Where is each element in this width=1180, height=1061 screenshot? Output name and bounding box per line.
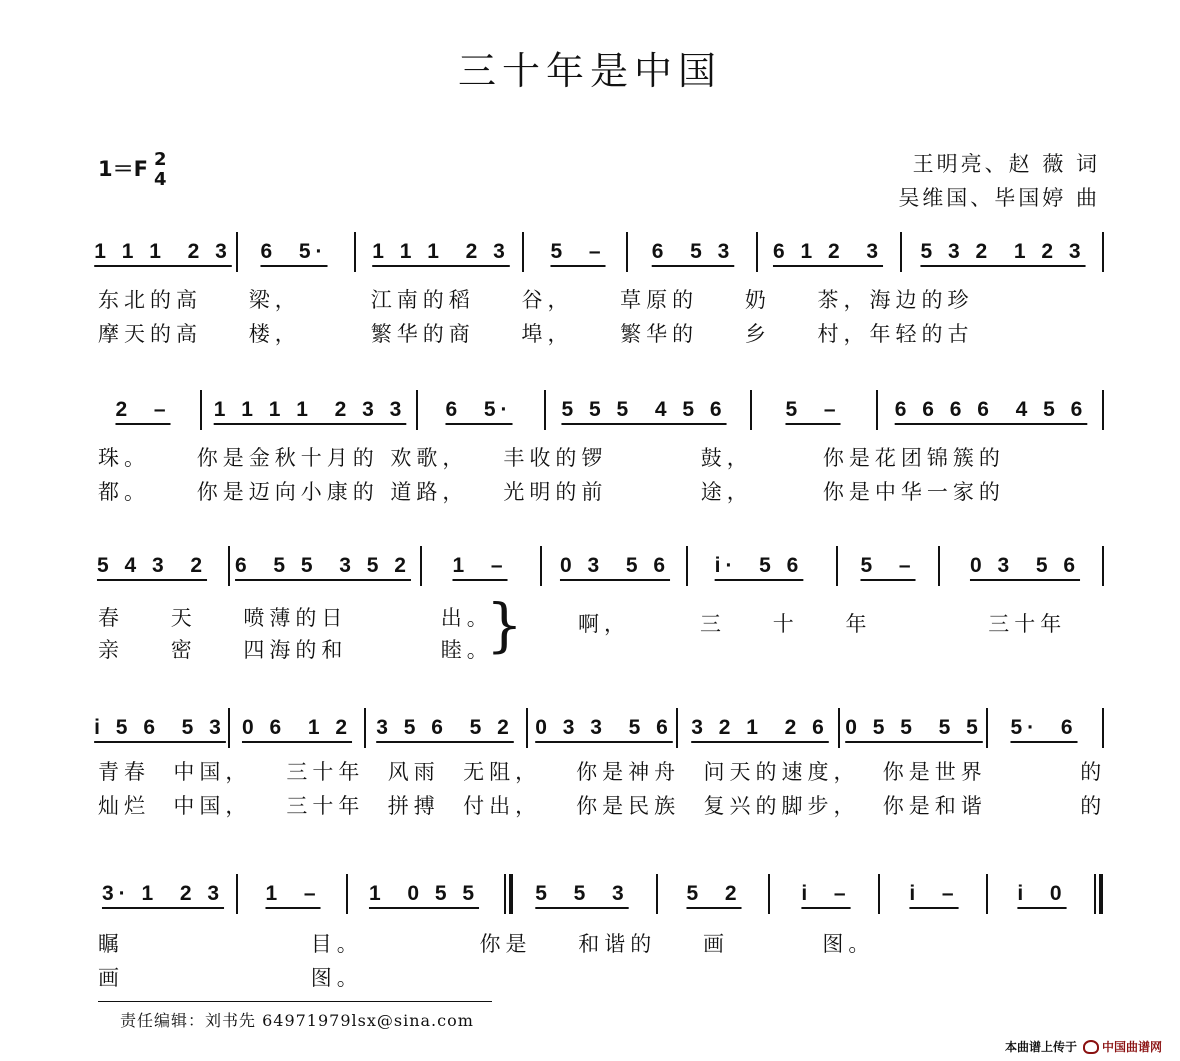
barline (1102, 708, 1104, 748)
lyric-verse-2: 亲 密 四海的和 睦。 (98, 638, 493, 662)
barline (1102, 546, 1104, 586)
barline (686, 546, 688, 586)
lyric-verse-2: 摩天的高 楼， 繁华的商 埠， 繁华的 乡 村，年轻的古 (98, 322, 974, 346)
measure: 3 2 1 2 6 (691, 716, 829, 739)
barline (522, 232, 524, 272)
barline (236, 232, 238, 272)
barline (838, 708, 840, 748)
measure: 1 1 1 2 3 (372, 240, 510, 263)
measure: 0 6 1 2 (241, 716, 353, 739)
barline (228, 708, 230, 748)
measure: 5 2 (686, 882, 742, 905)
site-logo (1083, 1038, 1162, 1055)
measure: i – (909, 882, 959, 905)
measure: 1 1 1 1 2 3 3 (213, 398, 407, 421)
barline (540, 546, 542, 586)
barline (656, 874, 658, 914)
lyric-verse-1: 瞩 目。 你是 和谐的 画 图。 (98, 932, 875, 956)
barline (986, 708, 988, 748)
measure: 5 5 3 (535, 882, 629, 905)
barline (676, 708, 678, 748)
barline (228, 546, 230, 586)
time-signature (154, 150, 167, 190)
verse-brace: } (486, 591, 523, 659)
repeat-barline (504, 874, 506, 914)
lyric-verse-2: 灿烂 中国， 三十年 拼搏 付出， 你是民族 复兴的脚步， 你是和谐 的 (98, 794, 1107, 818)
score-title: 三十年是中国 (457, 49, 722, 93)
measure: 6 5· (260, 240, 328, 263)
lyric-verse-1: 青春 中国， 三十年 风雨 无阻， 你是神舟 问天的速度， 你是世界 的 (98, 760, 1107, 784)
measure: i· 5 6 (714, 554, 804, 577)
measure: 1 0 5 5 (368, 882, 480, 905)
upload-notice (1005, 1038, 1162, 1055)
notation-line (98, 872, 1108, 916)
measure: 1 1 1 2 3 (94, 240, 232, 263)
barline (346, 874, 348, 914)
final-barline (1094, 874, 1096, 914)
measure: 2 – (115, 398, 171, 421)
measure: 6 6 6 6 4 5 6 (894, 398, 1088, 421)
barline (1102, 390, 1104, 430)
measure: 5 – (785, 398, 841, 421)
measure: 5 3 2 1 2 3 (920, 240, 1086, 263)
barline (900, 232, 902, 272)
measure: 3· 1 2 3 (101, 882, 225, 905)
barline (876, 390, 878, 430)
barline (420, 546, 422, 586)
measure: 1 – (452, 554, 508, 577)
barline (236, 874, 238, 914)
key-label: 1＝F (98, 157, 148, 181)
upload-label: 本曲谱上传于 (1004, 1040, 1077, 1054)
measure: i – (801, 882, 851, 905)
site-logo-text: 中国曲谱网 (1101, 1040, 1162, 1054)
measure: 0 5 5 5 5 (845, 716, 983, 739)
lyricist-credit: 王明亮、赵 薇 词 (912, 152, 1100, 176)
barline (526, 708, 528, 748)
notation-line (94, 706, 1108, 750)
barline (354, 232, 356, 272)
measure: 6 5· (445, 398, 513, 421)
measure: 5 4 3 2 (96, 554, 208, 577)
editor-credit: 责任编辑：刘书先 64971979lsx@sina.com (120, 1011, 474, 1030)
barline (750, 390, 752, 430)
measure: 0 3 3 5 6 (535, 716, 673, 739)
measure: 6 5 3 (651, 240, 735, 263)
measure: 5 – (860, 554, 916, 577)
barline (986, 874, 988, 914)
measure: 6 1 2 3 (772, 240, 884, 263)
time-denominator: 4 (153, 169, 167, 190)
measure: 0 3 5 6 (559, 554, 671, 577)
barline (938, 546, 940, 586)
notation-line (98, 388, 1108, 432)
barline (416, 390, 418, 430)
barline (1102, 232, 1104, 272)
measure: 5 – (550, 240, 606, 263)
key-signature (98, 150, 167, 190)
lyric-verse-2: 都。 你是迈向小康的 道路， 光明的前 途， 你是中华一家的 (98, 480, 1005, 504)
notation-line (98, 544, 1108, 588)
barline (364, 708, 366, 748)
measure: 6 5 5 3 5 2 (235, 554, 411, 577)
measure: 5· 6 (1010, 716, 1078, 739)
time-numerator: 2 (153, 149, 167, 170)
barline (756, 232, 758, 272)
barline (544, 390, 546, 430)
lyric-verse-1: 东北的高 梁， 江南的稻 谷， 草原的 奶 茶，海边的珍 (98, 288, 974, 312)
lyric-chorus: 啊， 三 十 年 三十年 (578, 612, 1067, 636)
composer-credit: 吴维国、毕国婷 曲 (898, 186, 1100, 210)
footer-divider (98, 1001, 492, 1002)
measure: 3 5 6 5 2 (376, 716, 514, 739)
measure: i 5 6 5 3 (94, 716, 226, 739)
measure: i 0 (1017, 882, 1067, 905)
barline (768, 874, 770, 914)
lyric-verse-1: 珠。 你是金秋十月的 欢歌， 丰收的锣 鼓， 你是花团锦簇的 (98, 446, 1005, 470)
logo-mark-icon (1083, 1040, 1099, 1054)
measure: 0 3 5 6 (969, 554, 1081, 577)
barline (626, 232, 628, 272)
measure: 5 5 5 4 5 6 (561, 398, 727, 421)
lyric-verse-1: 春 天 喷薄的日 出。 (98, 606, 493, 630)
notation-line (94, 230, 1108, 274)
barline (878, 874, 880, 914)
measure: 1 – (265, 882, 321, 905)
barline (836, 546, 838, 586)
lyric-verse-2: 画 图。 (98, 966, 363, 990)
barline (200, 390, 202, 430)
